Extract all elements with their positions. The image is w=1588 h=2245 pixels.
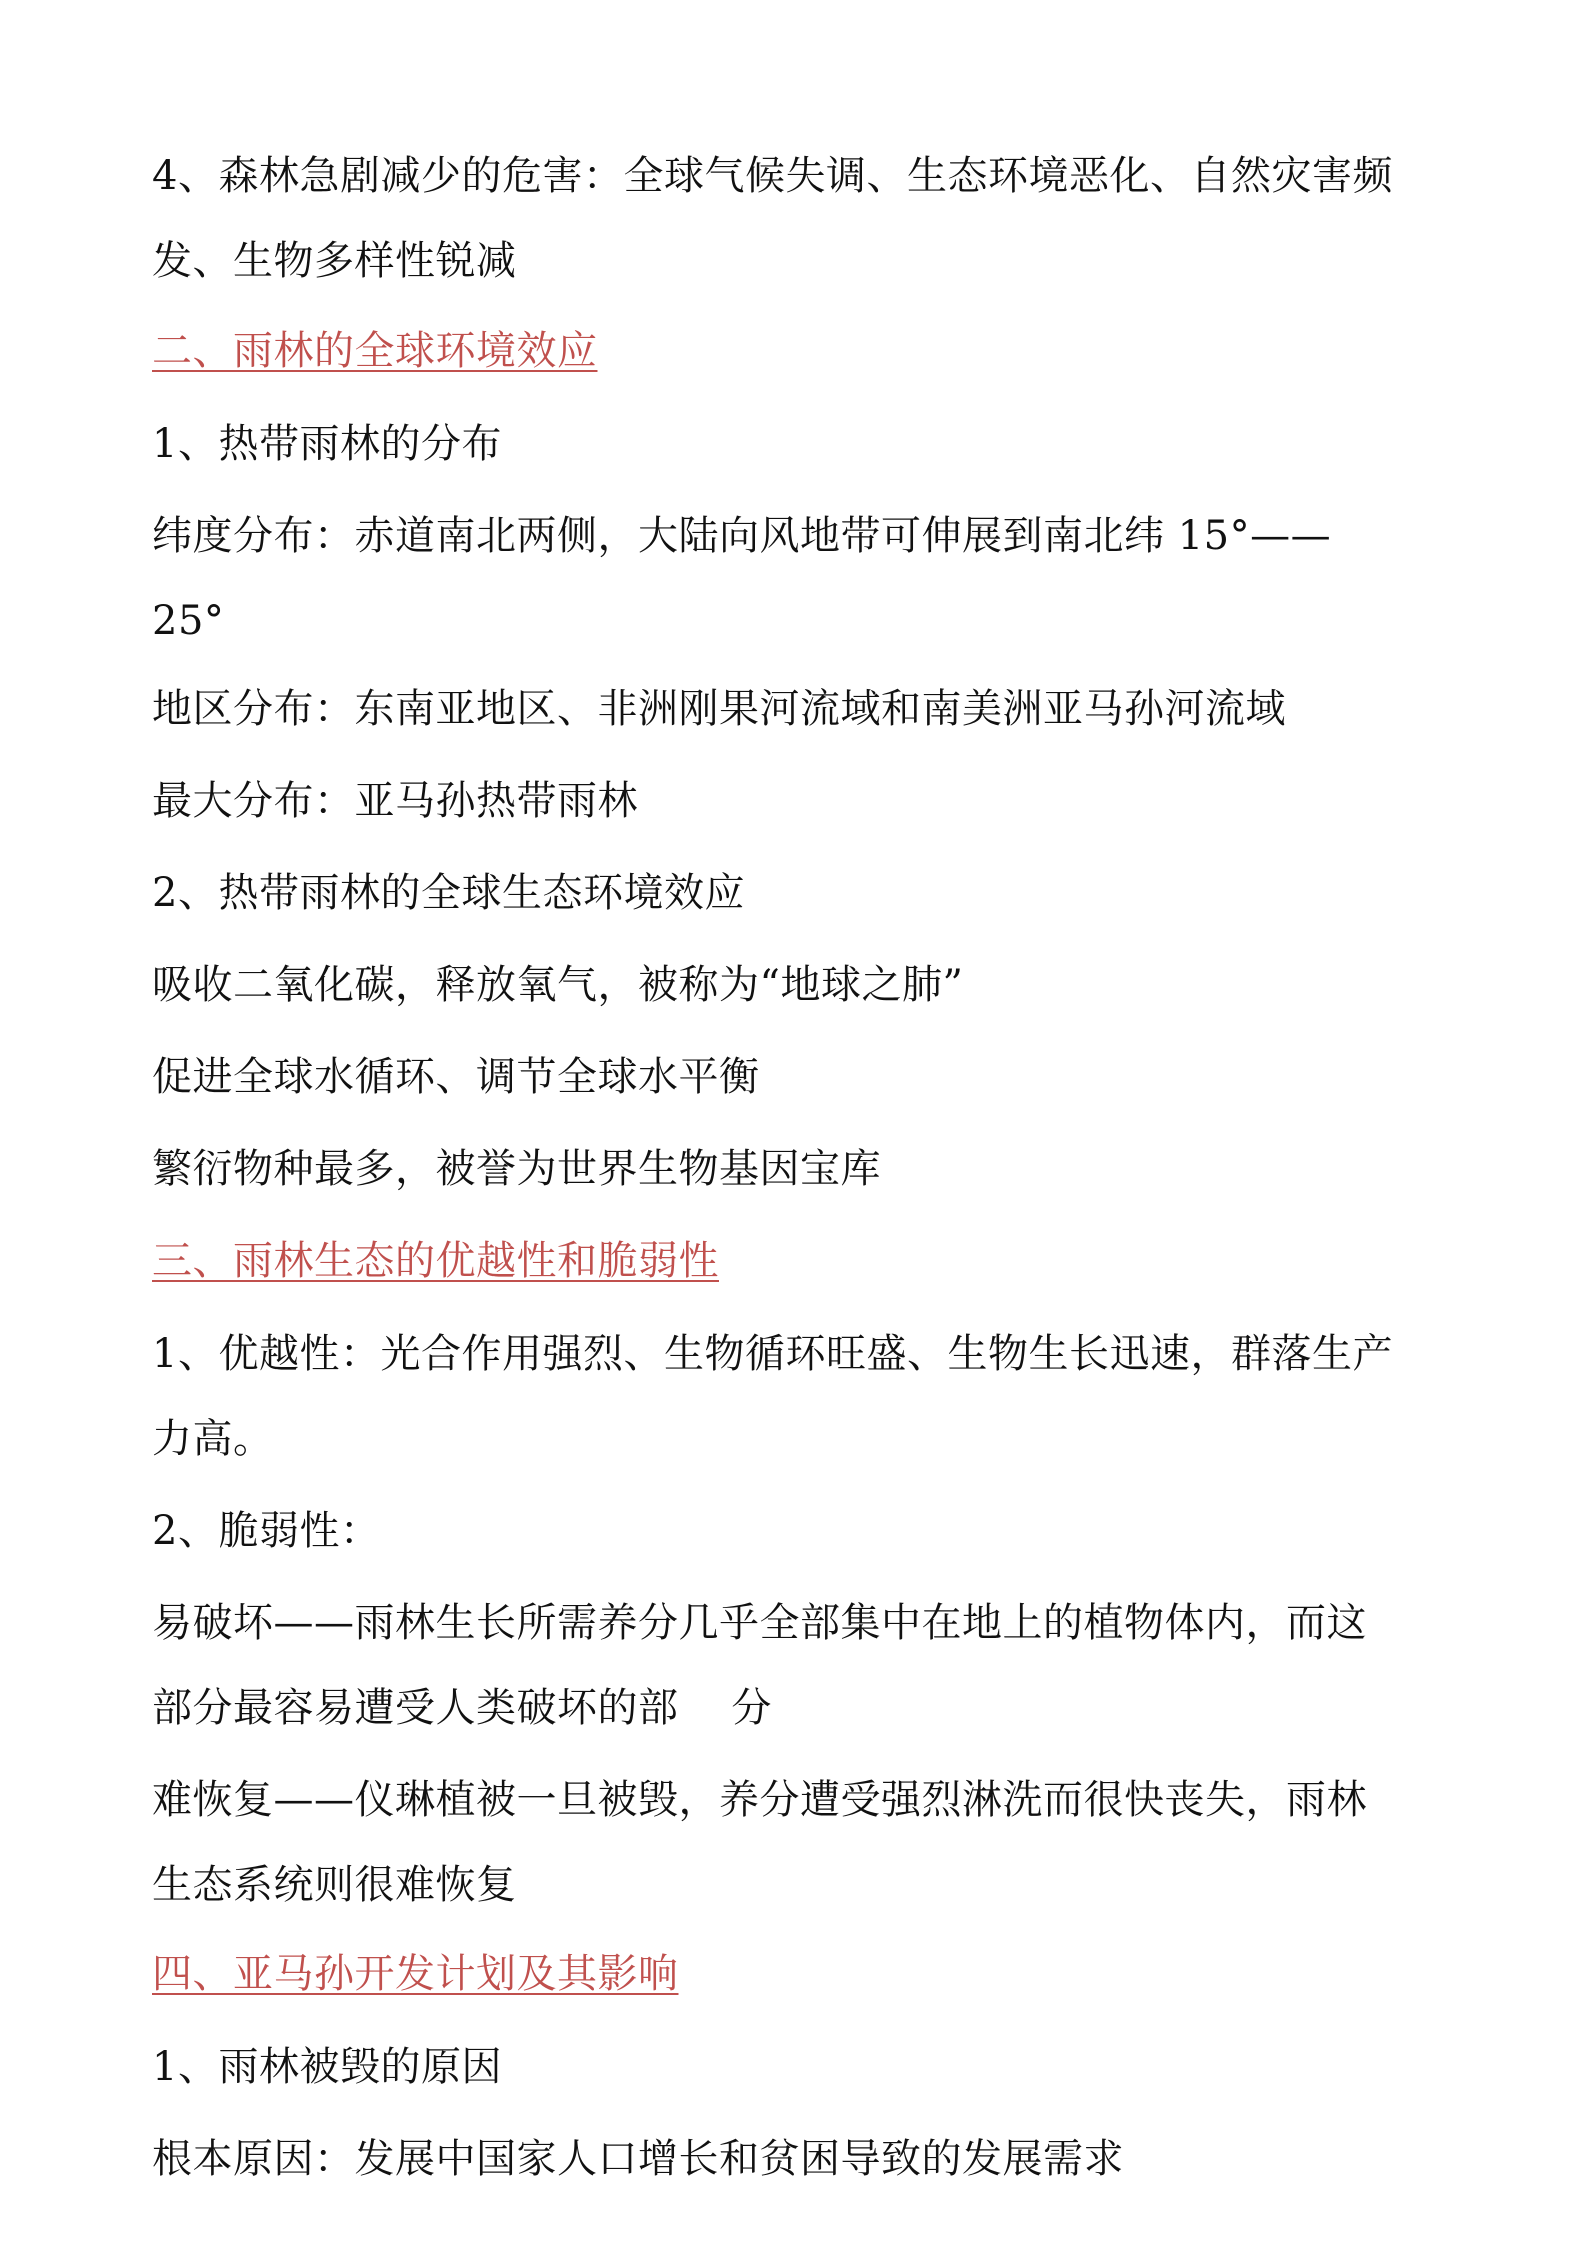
subheading-global-effect: 2、热带雨林的全球生态环境效应 bbox=[152, 870, 745, 916]
paragraph-easy-damage-line2: 部分最容易遭受人类破坏的部 分 bbox=[152, 1685, 772, 1731]
paragraph-advantage-line1: 1、优越性：光合作用强烈、生物循环旺盛、生物生长迅速，群落生产 bbox=[152, 1331, 1393, 1377]
subheading-distribution: 1、热带雨林的分布 bbox=[152, 421, 502, 467]
paragraph-advantage-line2: 力高。 bbox=[152, 1416, 274, 1462]
paragraph-latitude-line2: 25° bbox=[152, 598, 225, 644]
paragraph-hard-recover-line1: 难恢复——仪琳植被一旦被毁，养分遭受强烈淋洗而很快丧失，雨林 bbox=[152, 1777, 1367, 1823]
paragraph-hard-recover-line2: 生态系统则很难恢复 bbox=[152, 1862, 517, 1908]
paragraph-largest: 最大分布：亚马孙热带雨林 bbox=[152, 778, 638, 824]
paragraph-hazards-line2: 发、生物多样性锐减 bbox=[152, 238, 517, 284]
paragraph-easy-damage-line1: 易破坏——雨林生长所需养分几乎全部集中在地上的植物体内，而这 bbox=[152, 1600, 1367, 1646]
paragraph-hazards-line1: 4、森林急剧减少的危害：全球气候失调、生态环境恶化、自然灾害频 bbox=[152, 153, 1393, 199]
paragraph-species: 繁衍物种最多，被誉为世界生物基因宝库 bbox=[152, 1146, 881, 1192]
paragraph-water-cycle: 促进全球水循环、调节全球水平衡 bbox=[152, 1054, 760, 1100]
subheading-causes: 1、雨林被毁的原因 bbox=[152, 2044, 502, 2090]
paragraph-root-cause: 根本原因：发展中国家人口增长和贫困导致的发展需求 bbox=[152, 2136, 1124, 2182]
section-heading-2: 二、雨林的全球环境效应 bbox=[152, 328, 598, 374]
paragraph-region: 地区分布：东南亚地区、非洲刚果河流域和南美洲亚马孙河流域 bbox=[152, 686, 1286, 732]
paragraph-latitude-line1: 纬度分布：赤道南北两侧，大陆向风地带可伸展到南北纬 15°—— bbox=[152, 513, 1332, 559]
section-heading-4: 四、亚马孙开发计划及其影响 bbox=[152, 1951, 679, 1997]
section-heading-3: 三、雨林生态的优越性和脆弱性 bbox=[152, 1238, 719, 1284]
subheading-fragility: 2、脆弱性： bbox=[152, 1508, 381, 1554]
paragraph-co2: 吸收二氧化碳，释放氧气，被称为“地球之肺” bbox=[152, 962, 964, 1008]
